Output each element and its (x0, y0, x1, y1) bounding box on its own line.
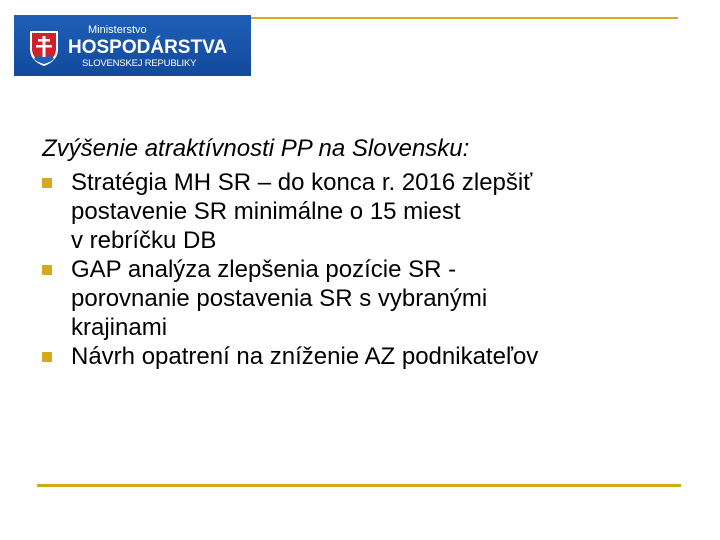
bullet-line: Stratégia MH SR – do konca r. 2016 zlepšiť (71, 169, 533, 196)
bullet-line: Návrh opatrení na zníženie AZ podnikateľov (71, 343, 539, 370)
square-bullet-icon (42, 265, 52, 275)
bullet-text (71, 342, 682, 371)
ministry-logo (14, 15, 251, 76)
top-divider (251, 17, 678, 19)
list-item (42, 255, 682, 342)
logo-hospodarstva-text: HOSPODÁRSTVA (68, 37, 228, 58)
slovak-coat-of-arms-icon (28, 29, 60, 67)
list-item (42, 342, 682, 371)
bullet-line: postavenie SR minimálne o 15 miest (71, 198, 461, 225)
bullet-list (42, 168, 682, 371)
slide-heading: Zvýšenie atraktívnosti PP na Slovensku: (42, 135, 470, 162)
list-item (42, 168, 682, 255)
square-bullet-icon (42, 352, 52, 362)
bullet-line: porovnanie postavenia SR s vybranými (71, 285, 488, 312)
logo-ministry-text: Ministerstvo (88, 24, 147, 36)
bullet-line: krajinami (71, 314, 168, 341)
bullet-text (71, 168, 682, 255)
bottom-divider (37, 484, 681, 487)
bullet-text (71, 255, 682, 342)
logo-republic-text: SLOVENSKEJ REPUBLIKY (82, 58, 197, 69)
square-bullet-icon (42, 178, 52, 188)
bullet-line: GAP analýza zlepšenia pozície SR - (71, 256, 457, 283)
bullet-line: v rebríčku DB (71, 227, 217, 254)
